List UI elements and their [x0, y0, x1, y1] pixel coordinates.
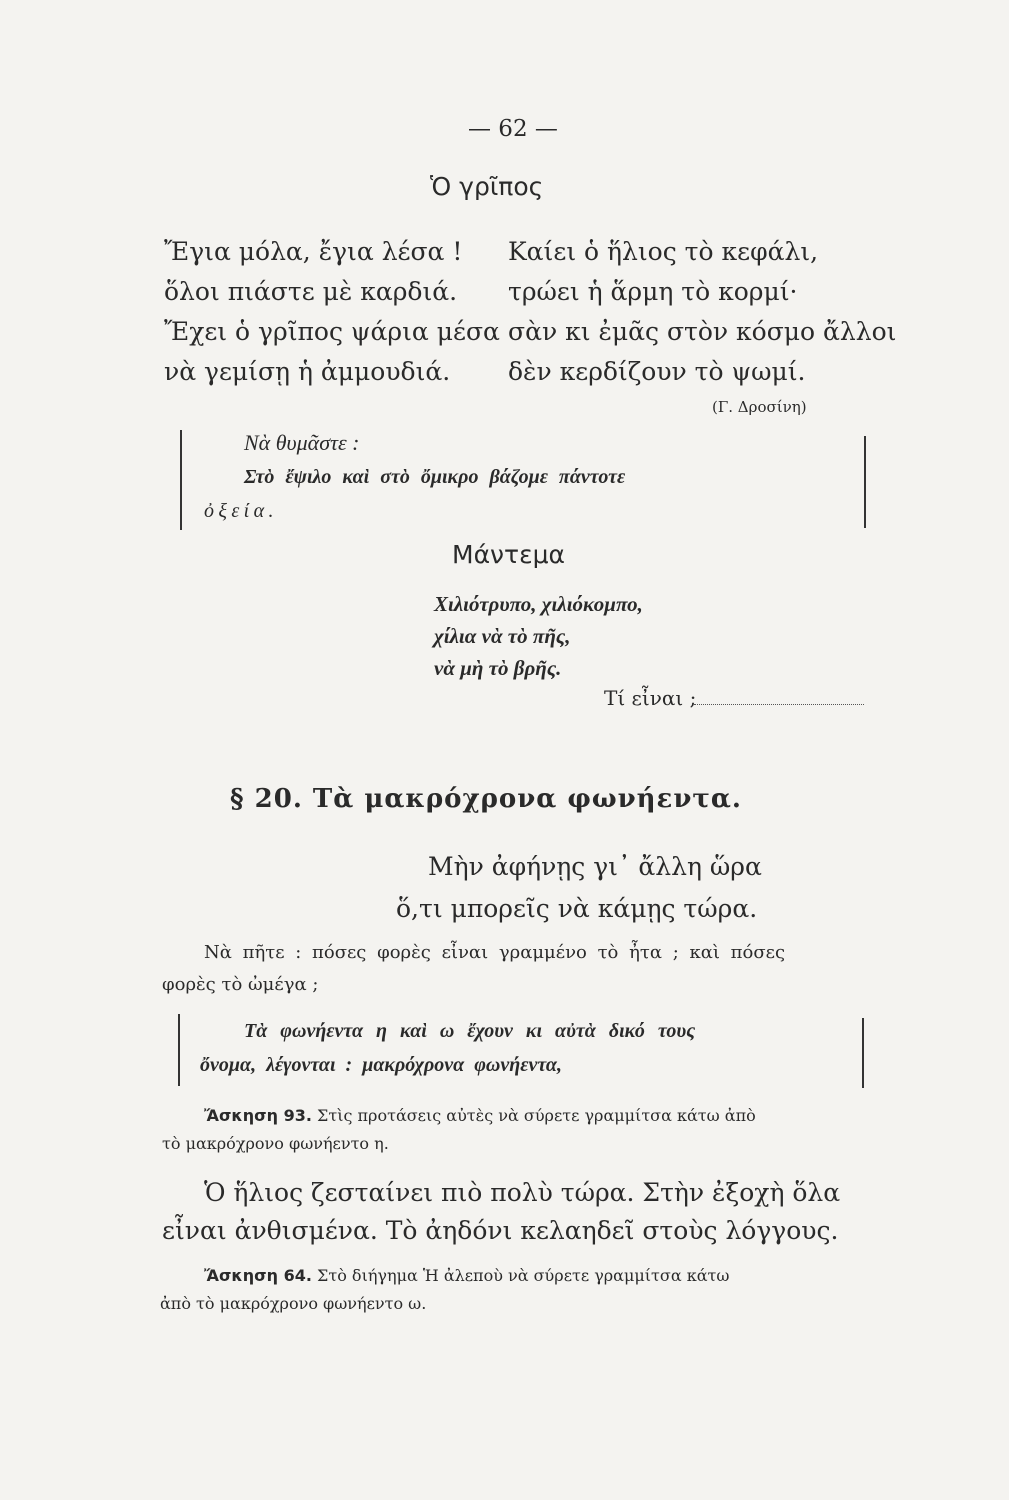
riddle-title: Μάντεμα [452, 540, 565, 569]
rule-box-left-rule [178, 1014, 180, 1086]
poem-line: νὰ γεμίσῃ ἡ ἀμμουδιά. [164, 357, 451, 386]
riddle-lines [434, 588, 643, 684]
poem-right-column [508, 232, 896, 392]
poem-line: ὅλοι πιάστε μὲ καρδιά. [164, 277, 458, 306]
poem-line: Καίει ὁ ἥλιος τὸ κεφάλι, [508, 237, 819, 266]
remember-box-right-rule [864, 436, 866, 528]
exercise-93-line1 [204, 1106, 756, 1125]
riddle-line: Χιλιότρυπο, χιλιόκομπο, [434, 592, 643, 616]
rule-box-right-rule [862, 1018, 864, 1088]
poem-line: τρώει ἡ ἅρμη τὸ κορμί· [508, 277, 798, 306]
poem-left-column [164, 232, 500, 392]
page-number: — 62 — [468, 116, 558, 142]
poem-title: Ὁ γρῖπος [430, 172, 544, 201]
exercise-93-line2: τὸ μακρόχρονο φωνήεντο η. [162, 1134, 389, 1153]
exercise-93-text: Στὶς προτάσεις αὐτὲς νὰ σύρετε γραμμίτσα κάτω ἀπὸ [317, 1106, 756, 1125]
riddle-line: νὰ μὴ τὸ βρῆς. [434, 656, 562, 680]
motto-line: Μὴν ἀφήνῃς γι᾽ ἄλλη ὥρα [428, 852, 762, 881]
intro-question-line2: φορὲς τὸ ὠμέγα ; [162, 974, 319, 995]
rule-text-line1: Τὰ φωνήεντα η καὶ ω ἔχουν κι αὐτὰ δικό τους [244, 1020, 696, 1042]
poem-line: δὲν κερδίζουν τὸ ψωμί. [508, 357, 806, 386]
exercise-64-label: Ἄσκηση 64. [204, 1266, 312, 1285]
intro-question-line1: Νὰ πῆτε : πόσες φορὲς εἶναι γραμμένο τὸ ἦτα ; καὶ πόσες [204, 942, 786, 963]
riddle-line: χίλια νὰ τὸ πῆς, [434, 624, 571, 648]
motto [396, 846, 762, 930]
riddle-question: Τί εἶναι ; [604, 686, 697, 710]
exercise-64-line2: ἀπὸ τὸ μακρόχρονο φωνήεντο ω. [160, 1294, 427, 1313]
section-heading: § 20. Τὰ μακρόχρονα φωνήεντα. [230, 784, 742, 814]
answer-blank-line [694, 704, 864, 705]
motto-line: ὅ,τι μπορεῖς νὰ κάμῃς τώρα. [396, 894, 758, 923]
exercise-64-text: Στὸ διήγημα Ἡ ἀλεποὺ νὰ σύρετε γραμμίτσα κάτω [317, 1266, 730, 1285]
exercise-93-label: Ἄσκηση 93. [204, 1106, 312, 1125]
passage-line1: Ὁ ἥλιος ζεσταίνει πιὸ πολὺ τώρα. Στὴν ἐξοχὴ ὅλα [204, 1178, 841, 1207]
exercise-64-line1 [204, 1266, 729, 1285]
remember-rule-line2: ὀξεία. [204, 500, 278, 522]
remember-heading: Νὰ θυμᾶστε : [244, 430, 360, 455]
passage-line2: εἶναι ἀνθισμένα. Τὸ ἀηδόνι κελαηδεῖ στοὺς λόγγους. [162, 1216, 839, 1245]
rule-text-line2: ὄνομα, λέγονται : μακρόχρονα φωνήεντα, [200, 1054, 562, 1076]
remember-box-left-rule [180, 430, 182, 530]
poem-author: (Γ. Δροσίνη) [712, 398, 807, 416]
poem-line: σὰν κι ἐμᾶς στὸν κόσμο ἄλλοι [508, 317, 897, 346]
poem-line: Ἔχει ὁ γρῖπος ψάρια μέσα [164, 317, 500, 346]
remember-rule-line1: Στὸ ἔψιλο καὶ στὸ ὄμικρο βάζομε πάντοτε [244, 466, 626, 488]
poem-line: Ἔγια μόλα, ἔγια λέσα ! [164, 237, 463, 266]
